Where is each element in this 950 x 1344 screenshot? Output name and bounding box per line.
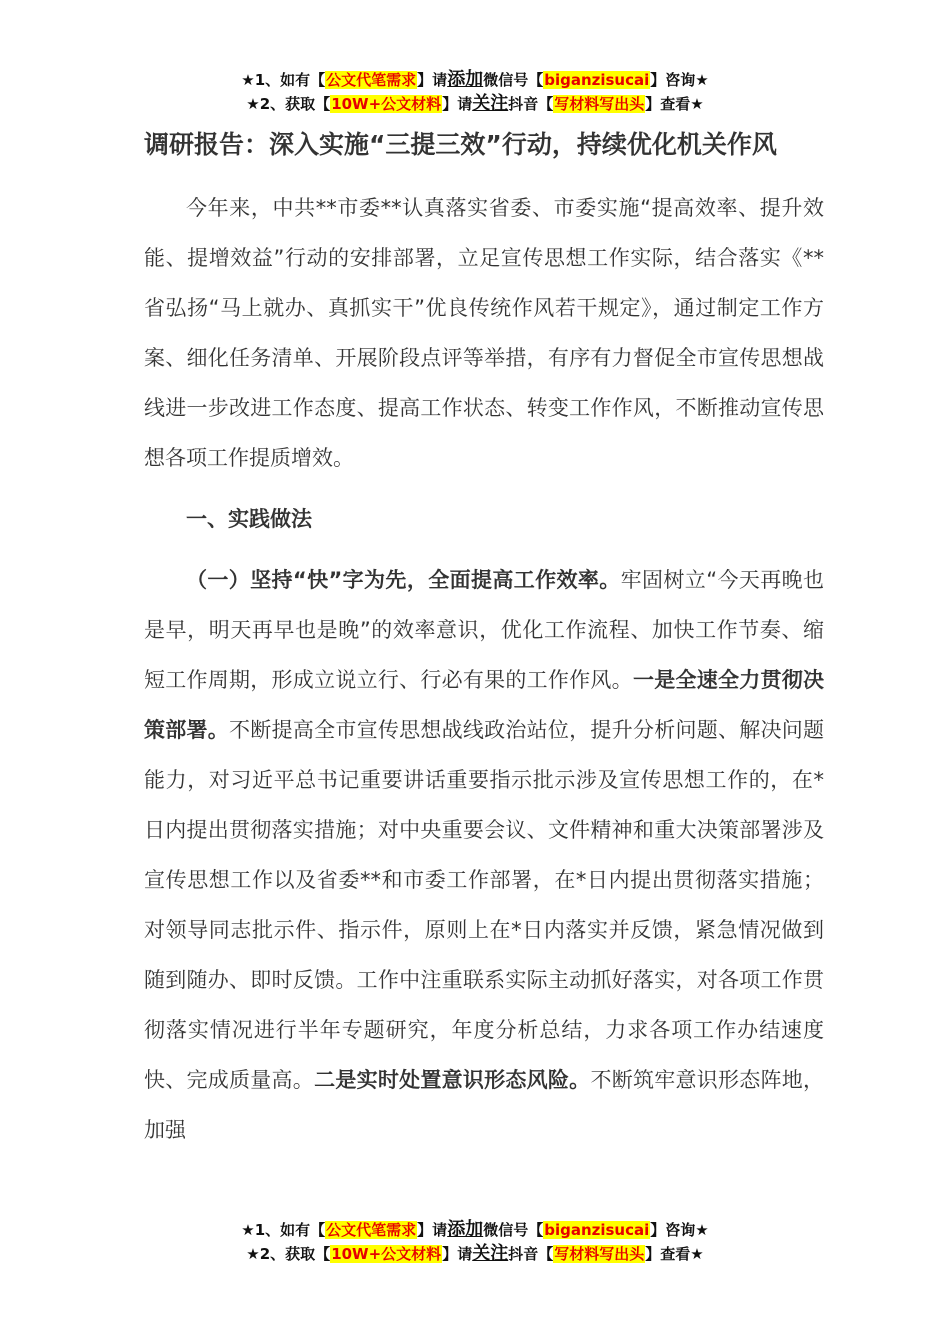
subsection-heading: （一）坚持“快”字为先，全面提高工作效率。 xyxy=(186,568,621,592)
banner-text: 】查看★ xyxy=(645,95,704,113)
banner-highlight-wechat: biganzisucai xyxy=(544,71,650,89)
banner-text: 】请 xyxy=(442,1245,473,1263)
header-banner xyxy=(0,68,950,116)
banner-text: 抖音【 xyxy=(508,1245,554,1263)
banner-emphasis: 关注 xyxy=(472,1243,509,1264)
banner-text: 】咨询★ xyxy=(650,71,709,89)
banner-text: ★1、如有【 xyxy=(241,71,326,89)
banner-text: 微信号【 xyxy=(483,1221,544,1239)
banner-text: 】查看★ xyxy=(645,1245,704,1263)
point-text: 不断提高全市宣传思想战线政治站位，提升分析问题、解决问题能力，对习近平总书记重要讲话重要指示批示涉及宣传思想工作的，在*日内提出贯彻落实措施；对中央重要会议、文件精神和重大决策部署涉及宣传思想工作以及省委**和市委工作部署，在*日内提出贯彻落实措施；对领导同志批示件、指示件，原则上在*日内落实并反馈，紧急情况做到随到随办、即时反馈。工作中注重联系实际主动抓好落实，对各项工作贯彻落实情况进行半年专题研究，年度分析总结，力求各项工作办结速度快、完成质量高。 xyxy=(144,718,825,1092)
point-text: 不断筑牢意识形态阵地，加强 xyxy=(144,1068,825,1142)
intro-paragraph: 今年来，中共**市委**认真落实省委、市委实施“提高效率、提升效能、提增效益”行动的安排部署，立足宣传思想工作实际，结合落实《**省弘扬“马上就办、真抓实干”优良传统作风若干规定》，通过制定工作方案、细化任务清单、开展阶段点评等举措，有序有力督促全市宣传思想战线进一步改进工作态度、提高工作状态、转变工作作风，不断推动宣传思想各项工作提质增效。 xyxy=(144,196,824,470)
banner-text: ★2、获取【 xyxy=(246,1245,331,1263)
banner-line-2 xyxy=(0,92,950,116)
banner-text: 】请 xyxy=(417,1221,448,1239)
banner-text: 抖音【 xyxy=(508,95,554,113)
banner-highlight: 公文代笔需求 xyxy=(326,71,417,89)
banner-line-2 xyxy=(0,1242,950,1266)
banner-emphasis: 添加 xyxy=(447,1219,484,1240)
section-heading: 一、实践做法 xyxy=(186,507,312,531)
banner-text: ★1、如有【 xyxy=(241,1221,326,1239)
banner-line-1 xyxy=(0,1218,950,1242)
banner-line-1 xyxy=(0,68,950,92)
banner-text: 】咨询★ xyxy=(650,1221,709,1239)
banner-text: ★2、获取【 xyxy=(246,95,331,113)
banner-emphasis: 关注 xyxy=(472,93,509,114)
banner-highlight: 公文代笔需求 xyxy=(326,1221,417,1239)
banner-text: 】请 xyxy=(442,95,473,113)
footer-banner xyxy=(0,1218,950,1266)
banner-text: 微信号【 xyxy=(483,71,544,89)
subsection-text: 牢固树立“今天再晚也是早，明天再早也是晚”的效率意识，优化工作流程、加快工作节奏、缩短工作周期，形成立说立行、行必有果的工作作风。 xyxy=(144,568,824,692)
banner-highlight-douyin: 写材料写出头 xyxy=(554,1245,645,1263)
point-title: 二是实时处置意识形态风险。 xyxy=(314,1068,591,1092)
document-title: 调研报告：深入实施“三提三效”行动，持续优化机关作风 xyxy=(144,130,777,159)
banner-text: 】请 xyxy=(417,71,448,89)
document-body xyxy=(144,120,824,1155)
subsection-paragraph xyxy=(144,555,824,1155)
banner-highlight: 10W+公文材料 xyxy=(331,95,442,113)
banner-emphasis: 添加 xyxy=(447,69,484,90)
point-title: 一是全速全力贯彻决策部署。 xyxy=(144,668,825,742)
banner-highlight: 10W+公文材料 xyxy=(331,1245,442,1263)
banner-highlight-wechat: biganzisucai xyxy=(544,1221,650,1239)
banner-highlight-douyin: 写材料写出头 xyxy=(554,95,645,113)
